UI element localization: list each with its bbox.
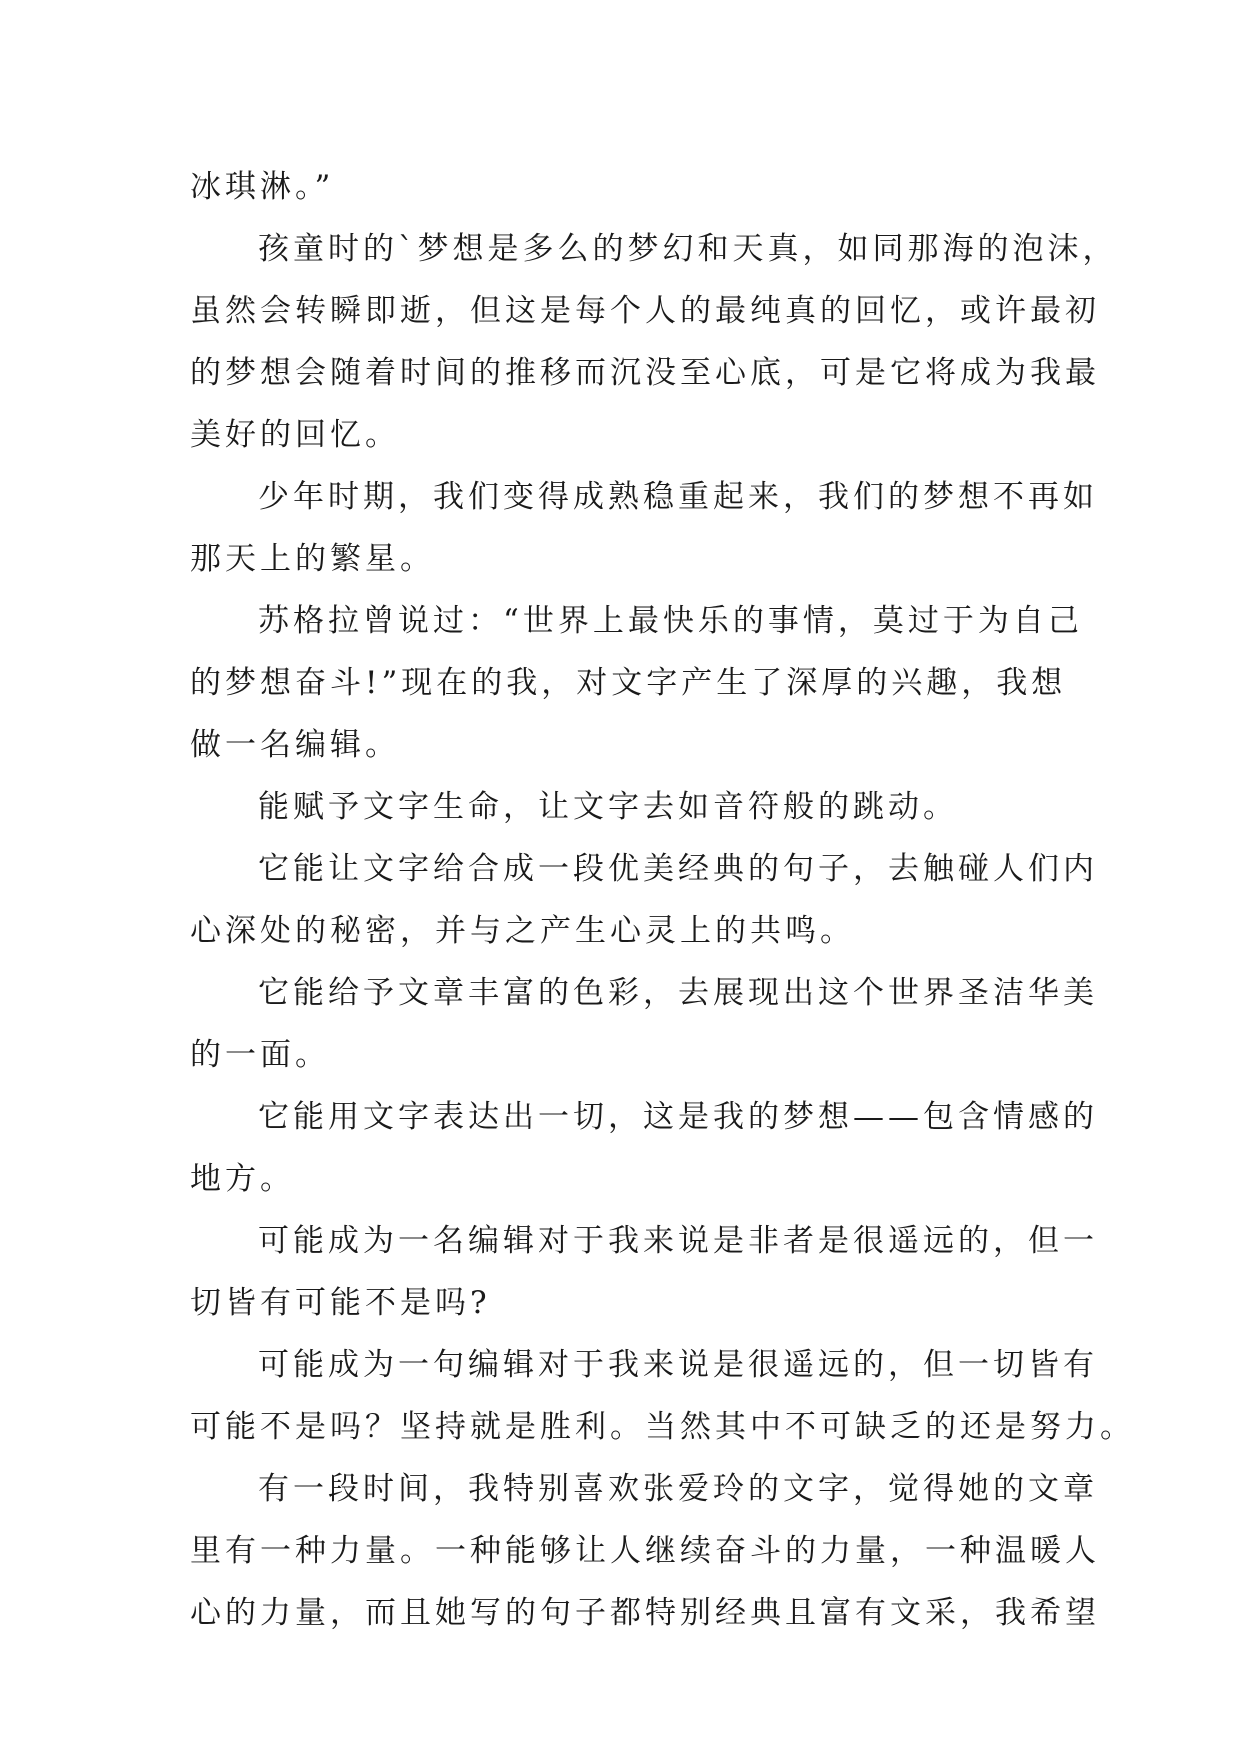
text-line: 的梦想会随着时间的推移而沉没至心底，可是它将成为我最 [190, 355, 1100, 391]
text-line: 可能不是吗？坚持就是胜利。当然其中不可缺乏的还是努力。 [190, 1409, 1135, 1445]
text-line: 地方。 [190, 1161, 295, 1197]
document-body [190, 156, 1135, 1644]
text-line: 的一面。 [190, 1037, 330, 1073]
text-line: 冰琪淋。” [190, 169, 335, 205]
text-line: 可能成为一句编辑对于我来说是很遥远的，但一切皆有 [258, 1347, 1098, 1383]
text-line: 的梦想奋斗!”现在的我，对文字产生了深厚的兴趣，我想 [190, 665, 1067, 701]
text-line: 它能给予文章丰富的色彩，去展现出这个世界圣洁华美 [258, 975, 1098, 1011]
text-line: 切皆有可能不是吗? [190, 1285, 491, 1321]
text-line: 那天上的繁星。 [190, 541, 435, 577]
text-line: 做一名编辑。 [190, 727, 400, 763]
text-line: 它能让文字给合成一段优美经典的句子，去触碰人们内 [258, 851, 1098, 887]
text-line: 美好的回忆。 [190, 417, 400, 453]
text-line: 可能成为一名编辑对于我来说是非者是很遥远的，但一 [258, 1223, 1098, 1259]
text-line: 心的力量，而且她写的句子都特别经典且富有文采，我希望 [190, 1595, 1100, 1631]
text-line: 少年时期，我们变得成熟稳重起来，我们的梦想不再如 [258, 479, 1098, 515]
text-line: 里有一种力量。一种能够让人继续奋斗的力量，一种温暖人 [190, 1533, 1100, 1569]
text-line: 它能用文字表达出一切，这是我的梦想——包含情感的 [258, 1099, 1098, 1135]
text-line: 有一段时间，我特别喜欢张爱玲的文字，觉得她的文章 [258, 1471, 1098, 1507]
text-line: 能赋予文字生命，让文字去如音符般的跳动。 [258, 789, 958, 825]
text-line: 心深处的秘密，并与之产生心灵上的共鸣。 [190, 913, 855, 949]
text-line: 虽然会转瞬即逝，但这是每个人的最纯真的回忆，或许最初 [190, 293, 1100, 329]
text-line: 苏格拉曾说过：“世界上最快乐的事情，莫过于为自己 [258, 603, 1083, 639]
text-line: 孩童时的`梦想是多么的梦幻和天真，如同那海的泡沫， [258, 231, 1118, 267]
